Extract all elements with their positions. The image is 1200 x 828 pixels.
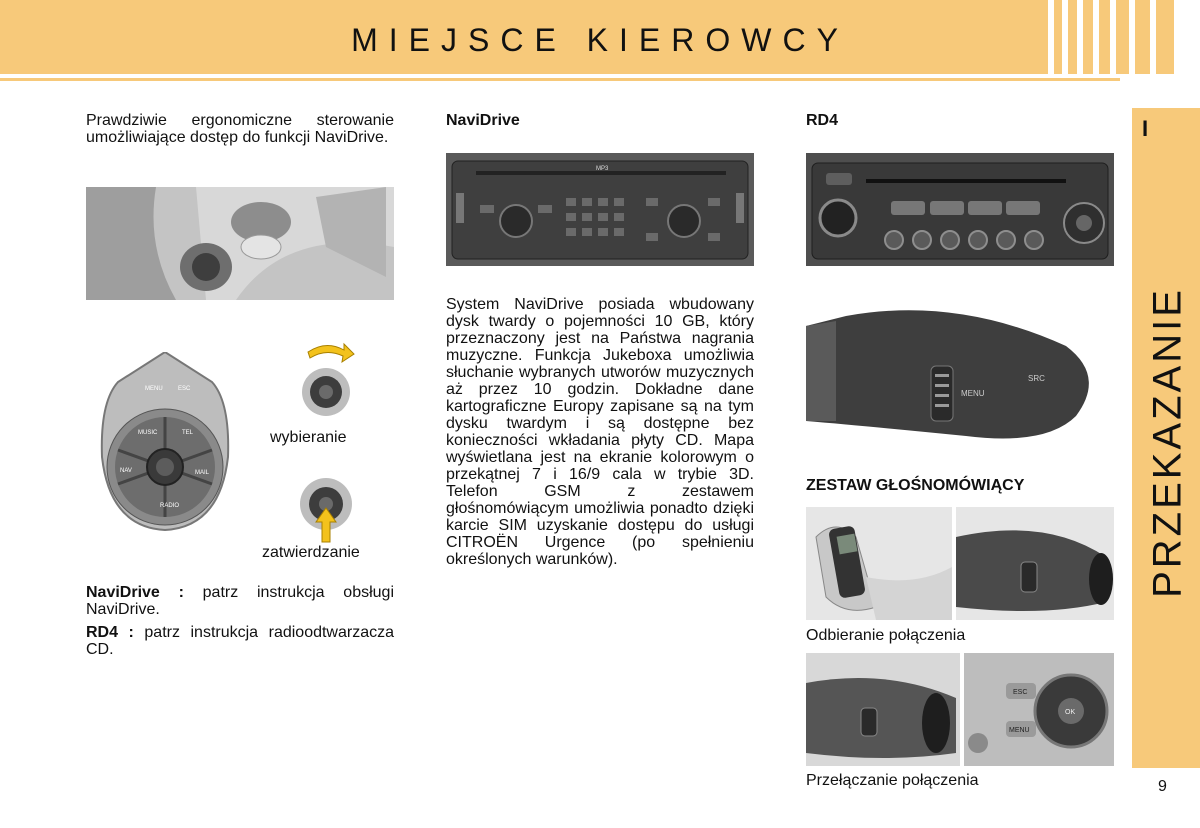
knob-label-tel: TEL bbox=[182, 430, 194, 436]
stalk-label-menu: MENU bbox=[961, 389, 985, 398]
steering-stalk-photo bbox=[806, 296, 1114, 446]
note-navidrive-label: NaviDrive : bbox=[86, 584, 184, 601]
knob-label-music: MUSIC bbox=[138, 430, 158, 436]
dashboard-photo bbox=[86, 187, 394, 300]
rotate-knob-icon bbox=[296, 340, 356, 422]
rd4-unit-photo bbox=[806, 153, 1114, 266]
knob-label-nav: NAV bbox=[120, 468, 132, 474]
answer-call-photo bbox=[806, 507, 1114, 620]
navidrive-heading: NaviDrive bbox=[446, 112, 520, 129]
caption-confirm: zatwierdzanie bbox=[262, 544, 360, 561]
stalk-label-src: SRC bbox=[1028, 374, 1045, 383]
knob-label-menu: MENU bbox=[145, 386, 163, 392]
knob-label-esc: ESC bbox=[178, 386, 191, 392]
pad-label-menu: MENU bbox=[1009, 727, 1030, 734]
section-title-vertical bbox=[1128, 287, 1200, 598]
chapter-letter: I bbox=[1141, 116, 1149, 141]
note-navidrive-text: patrz instrukcja obsługi NaviDrive. bbox=[86, 584, 394, 618]
note-rd4 bbox=[86, 624, 394, 658]
switch-call-photo bbox=[806, 653, 1114, 766]
note-rd4-text: patrz instrukcja radioodtwarzacza CD. bbox=[86, 624, 395, 658]
caption-answer-call: Odbieranie połączenia bbox=[806, 627, 966, 644]
section-title: PRZEKAZANIE bbox=[1145, 287, 1190, 598]
caption-switch-call: Przełączanie połączenia bbox=[806, 772, 979, 789]
navidrive-description: System NaviDrive posiada wbudowany dysk twardy o pojemności 10 GB, który przeznaczony jest na Państwa nagrania muzyczne. Funkcja Jukeboxa umożliwia słuchanie wybranych utworów muzycznych aż przez 10 godzin. Dokładne dane kartograficzne Europy zapisane są na tym dysku twardym i są dostępne bez konieczności wkładania płyty CD. Mapa wyświetlana jest na ekranie kolorowym o przekątnej 7 i 16/9 cala w trybie 3D. Telefon GSM z zestawem głośnomówiącym umożliwia ponadto dzięki karcie SIM uzyskanie dostępu do usługi CITROËN Urgence (po spełnieniu określonych warunków). bbox=[446, 296, 754, 568]
pad-label-ok: OK bbox=[1065, 709, 1076, 716]
device-label: MP3 bbox=[596, 166, 609, 172]
knob-label-radio: RADIO bbox=[160, 503, 180, 509]
page-title: MIEJSCE KIEROWCY bbox=[351, 22, 849, 58]
header-divider bbox=[0, 78, 1120, 81]
navidrive-unit-photo bbox=[446, 153, 754, 266]
note-navidrive bbox=[86, 584, 394, 618]
knob-label-mail: MAIL bbox=[195, 470, 210, 476]
handsfree-heading: ZESTAW GŁOŚNOMÓWIĄCY bbox=[806, 477, 1025, 494]
navidrive-control-diagram bbox=[100, 352, 230, 532]
press-knob-icon bbox=[296, 474, 356, 546]
note-rd4-label: RD4 : bbox=[86, 624, 134, 641]
page-number: 9 bbox=[1158, 778, 1167, 795]
intro-paragraph: Prawdziwie ergonomiczne sterowanie umożliwiające dostęp do funkcji NaviDrive. bbox=[86, 112, 394, 146]
caption-select: wybieranie bbox=[270, 429, 347, 446]
pad-label-esc: ESC bbox=[1013, 689, 1028, 696]
rd4-heading: RD4 bbox=[806, 112, 839, 129]
